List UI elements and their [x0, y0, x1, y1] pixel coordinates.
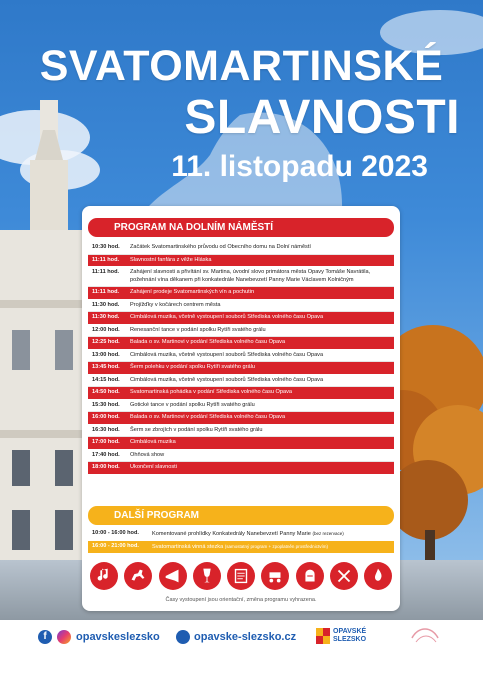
program-row	[88, 242, 394, 255]
other-program-note: (samostatný program + zpoplatněn prostřednictvím)	[224, 543, 328, 549]
program-description: Cimbálová muzika, včetně vystoupení souborů Střediska volného času Opava	[130, 376, 324, 383]
program-row	[88, 437, 394, 450]
other-program-text: Svatomartinská vinná stezka	[152, 543, 224, 550]
program-time: 14:15 hod.	[92, 376, 120, 383]
program-row	[88, 325, 394, 338]
program-description: Gotické tance v podání spolku Rytíři svatého grálu	[130, 401, 255, 408]
other-program-row	[88, 541, 394, 554]
disclaimer: Časy vystoupení jsou orientační, změna programu vyhrazena.	[165, 597, 317, 603]
program-description: Slavnostní fanfára z věže Hláska	[130, 256, 212, 263]
other-program-time: 16:00 - 21:00 hod.	[92, 542, 139, 549]
instagram-icon[interactable]	[57, 630, 71, 644]
wine-glass-icon	[193, 562, 221, 590]
program-time: 17:40 hod.	[92, 451, 120, 458]
other-program-row	[88, 528, 394, 541]
program-time: 12:00 hod.	[92, 326, 120, 333]
program-description: Balada o sv. Martinovi v podání Střediska volného času Opava	[130, 339, 286, 345]
other-program-heading: DALŠÍ PROGRAM	[88, 506, 394, 525]
opavske-slezsko-logo-text	[333, 628, 366, 644]
program-description: Projížďky v kočárech centrem města	[130, 301, 221, 308]
program-time: 16:30 hod.	[92, 426, 120, 433]
web-icon	[176, 630, 190, 644]
program-description: Renesanční tance v podání spolku Rytíři svatého grálu	[130, 326, 266, 333]
program-time: 13:45 hod.	[92, 364, 120, 370]
opavske-slezsko-logo-icon	[316, 628, 330, 644]
program-heading: PROGRAM NA DOLNÍM NÁMĚSTÍ	[88, 218, 394, 237]
title-line-1: SVATOMARTINSKÉ	[39, 42, 444, 90]
program-description: Ohňová show	[130, 451, 165, 458]
program-row	[88, 387, 394, 400]
program-time: 15:30 hod.	[92, 401, 120, 408]
program-description: Zahájení prodeje Svatomartinských vín a pochutin	[130, 289, 255, 295]
music-icon	[90, 562, 118, 590]
program-description: Šerm se zbrojích v podání spolku Rytíři svatého grálu	[130, 426, 263, 433]
program-description: Cimbálová muzika, včetně vystoupení souborů Střediska volného času Opava	[130, 314, 324, 320]
fire-show-icon	[364, 562, 392, 590]
program-row	[88, 267, 394, 287]
program-time: 11:11 hod.	[92, 256, 120, 263]
carriage-icon	[261, 562, 289, 590]
program-row	[88, 287, 394, 300]
other-program-text: Komentované prohlídky Konkatedrály Nanebevzetí Panny Marie	[152, 531, 311, 537]
event-date: 11. listopadu 2023	[171, 150, 428, 183]
activity-icons	[90, 562, 392, 592]
opava-logo	[408, 624, 442, 648]
swords-icon	[330, 562, 358, 590]
program-card	[82, 206, 400, 611]
other-program-description	[152, 530, 390, 539]
facebook-icon[interactable]: f	[38, 630, 52, 644]
program-description: Cimbálová muzika	[130, 439, 176, 445]
menu-board-icon	[227, 562, 255, 590]
title-line-2: SLAVNOSTI	[184, 91, 460, 144]
program-description: Šerm polehku v podání spolku Rytíři svatého grálu	[130, 364, 255, 370]
program-row	[88, 412, 394, 425]
program-time: 11:11 hod.	[92, 289, 120, 295]
footer	[0, 620, 483, 680]
program-time: 18:00 hod.	[92, 464, 120, 470]
program-row	[88, 425, 394, 438]
program-description: Zahájení slavnosti a přivítání sv. Martina, úvodní slovo primátora města Opavy Tomáše Navrátila, požehnání vína děkanem při konkatedrále Nanebevzetí Panny Marie Václavem Kolničným	[130, 269, 371, 283]
logo-line-2: SLEZSKO	[333, 636, 367, 643]
other-program-note: (bez rezervace)	[312, 531, 344, 536]
knight-helmet-icon	[296, 562, 324, 590]
program-row	[88, 362, 394, 375]
program-row	[88, 312, 394, 325]
program-time: 12:25 hod.	[92, 339, 120, 345]
program-row	[88, 375, 394, 388]
program-time: 10:30 hod.	[92, 244, 120, 250]
program-description: Svatomartinská pohádka v podání Střediska volného času Opava	[130, 389, 293, 395]
program-time: 11:30 hod.	[92, 314, 120, 320]
program-time: 14:50 hod.	[92, 389, 120, 395]
program-row	[88, 400, 394, 413]
program-time: 11:30 hod.	[92, 301, 120, 308]
program-time: 13:00 hod.	[92, 351, 120, 358]
program-row	[88, 450, 394, 463]
other-program-description	[152, 543, 390, 552]
program-description: Ukončení slavnosti	[130, 464, 177, 470]
other-program-list	[88, 528, 394, 553]
program-list	[88, 242, 394, 475]
program-row	[88, 462, 394, 475]
program-time: 17:00 hod.	[92, 439, 120, 445]
program-time: 16:00 hod.	[92, 414, 120, 420]
program-row	[88, 255, 394, 268]
program-description: Balada o sv. Martinovi v podání Střediska volného času Opava	[130, 414, 286, 420]
program-row	[88, 337, 394, 350]
social-handle[interactable]: opavskeslezsko	[76, 631, 160, 643]
horse-rider-icon	[124, 562, 152, 590]
program-row	[88, 350, 394, 363]
horn-icon	[159, 562, 187, 590]
program-description: Cimbálová muzika, včetně vystoupení souborů Střediska volného času Opava	[130, 351, 324, 358]
program-time: 11:11 hod.	[92, 269, 120, 275]
logo-line-1: OPAVSKÉ	[333, 628, 367, 635]
website-link[interactable]: opavske-slezsko.cz	[194, 631, 297, 643]
program-description: Začátek Svatomartinského průvodu od Obecního domu na Dolní náměstí	[130, 244, 311, 250]
other-program-time: 10:00 - 16:00 hod.	[92, 530, 139, 536]
program-row	[88, 300, 394, 313]
